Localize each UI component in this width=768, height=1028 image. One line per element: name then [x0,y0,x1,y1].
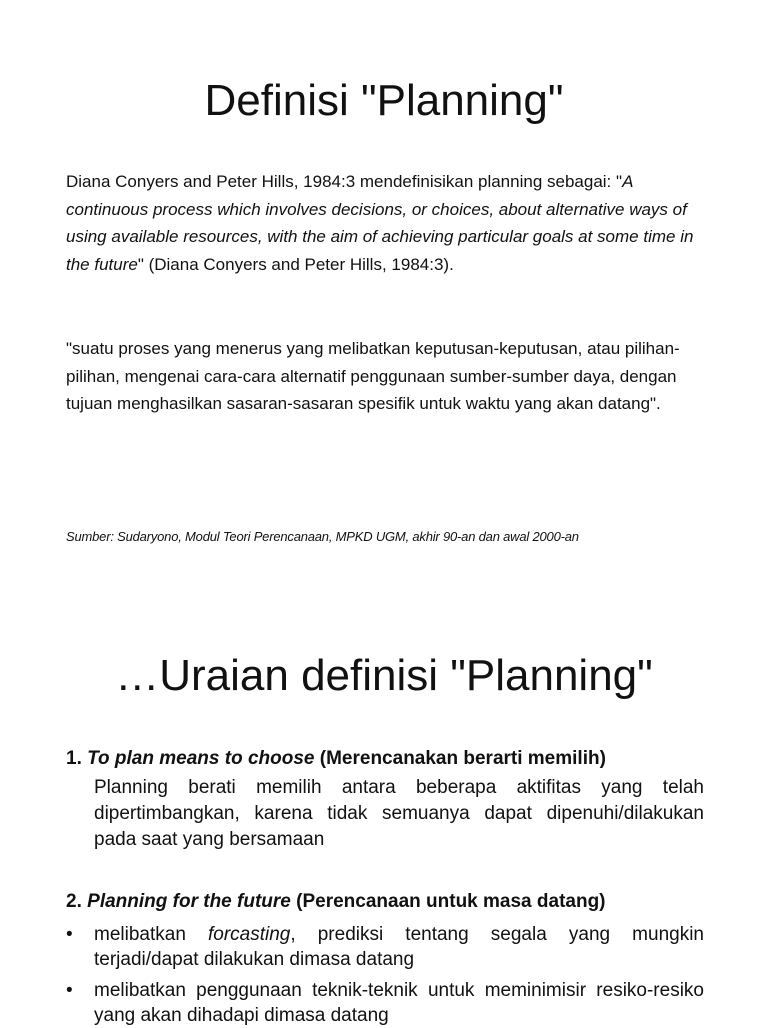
item-2-heading [66,890,716,914]
definition-intro: Diana Conyers and Peter Hills, 1984:3 mendefinisikan planning sebagai: [66,172,612,191]
page-title: Definisi "Planning" [204,76,564,125]
definition-paragraph [66,168,716,279]
item-2-number: 2. [66,891,82,912]
item-2-heading-id: (Perencanaan untuk masa datang) [296,891,606,912]
item-1-body: Planning berati memilih antara beberapa aktifitas yang telah dipertimbangkan, karena tidak semuanya dapat dipenuhi/dilakukan pada saat yang bersamaan [94,777,704,850]
list-item [66,922,704,972]
list-item [66,978,704,1028]
item-1-heading-en: To plan means to choose [87,748,315,769]
item-1-heading [66,747,716,771]
item-1-heading-id: (Merencanakan berarti memilih) [319,748,606,769]
definition-citation: " (Diana Conyers and Peter Hills, 1984:3). [137,255,454,275]
item-1-number: 1. [66,748,82,769]
item-2-heading-en: Planning for the future [87,891,291,912]
quote-open-mark: " [616,172,623,191]
bullet-text [94,922,704,972]
translation-paragraph: "suatu proses yang menerus yang melibatkan keputusan-keputusan, atau pilihan-pilihan, mengenai cara-cara alternatif penggunaan sumber-sumber daya, dengan tujuan menghasilkan sasaran-sasaran spesifik untuk waktu yang akan datang". [66,339,680,414]
bullet-text-end: , prediksi tentang segala yang mungkin terjadi/dapat dilakukan dimasa datang [94,924,704,970]
bullet-icon: • [66,924,73,945]
section-title: …Uraian definisi "Planning" [115,651,653,700]
bullet-text: melibatkan penggunaan teknik-teknik untuk meminimisir resiko-resiko yang akan dihadapi dimasa datang [94,980,704,1026]
definition-quote: A continuous process which involves decisions, or choices, about alternative ways of using available resources, with the aim of achieving particular goals at some time in the future [66,172,694,275]
bullet-emphasis: forcasting [207,924,291,945]
bullet-icon: • [66,980,73,1001]
bullet-text-start: melibatkan [94,924,208,945]
source-note: Sumber: Sudaryono, Modul Teori Perencanaan, MPKD UGM, akhir 90-an dan awal 2000-an [66,529,579,544]
